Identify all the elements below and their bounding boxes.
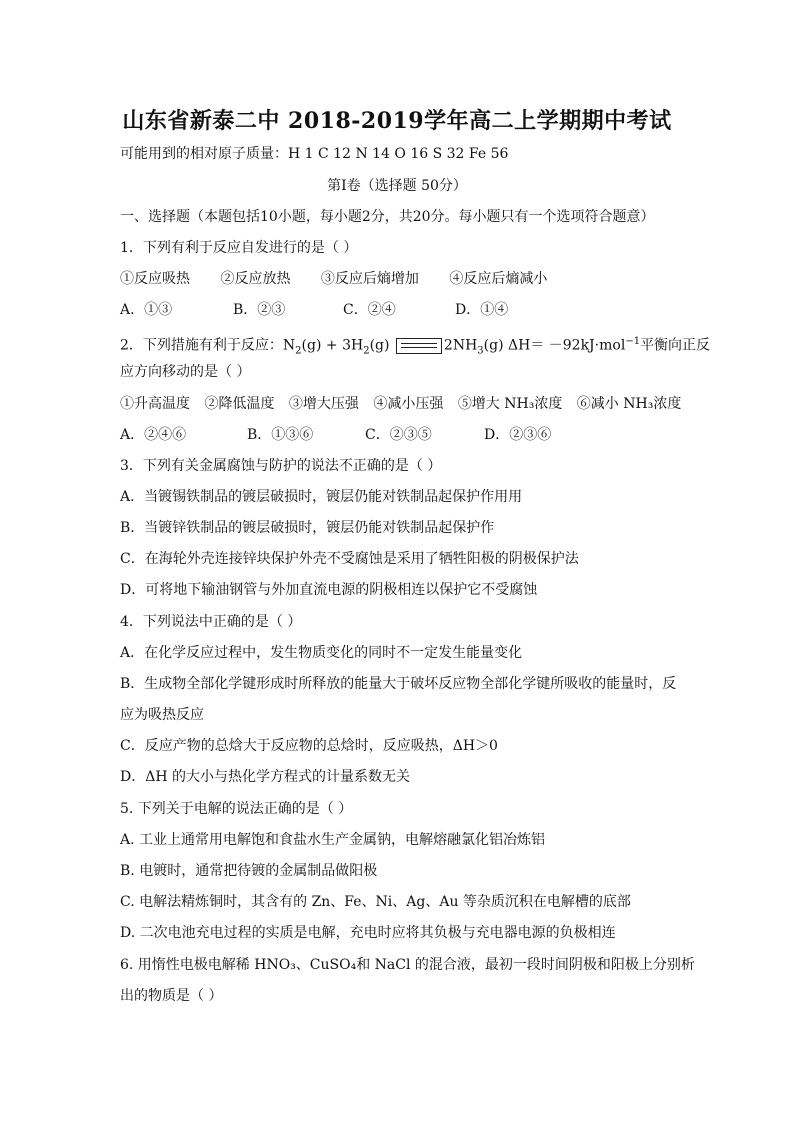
section-title: 第Ⅰ卷（选择题 50分）	[327, 178, 467, 194]
question-1-stem: 1．下列有利于反应自发进行的是（ ）	[120, 240, 358, 256]
q1-option-c: C．②④	[343, 302, 396, 318]
q1-option-a: A．①③	[120, 302, 173, 318]
page-title: 山东省新泰二中 2018-2019学年高二上学期期中考试	[122, 108, 672, 134]
q5-option-a: A. 工业上通常用电解饱和食盐水生产金属钠，电解熔融氯化铝冶炼铝	[120, 832, 546, 848]
question-6-stem: 6. 用惰性电极电解稀 HNO₃、CuSO₄和 NaCl 的混合液，最初一段时间阴极和阳极上分别析	[120, 957, 695, 973]
q3-option-d: D．可将地下输油钢管与外加直流电源的阴极相连以保护它不受腐蚀	[120, 582, 538, 598]
q1-item: ③反应后熵增加	[320, 271, 419, 287]
q3-option-b: B．当镀锌铁制品的镀层破损时，镀层仍能对铁制品起保护作	[120, 520, 495, 536]
question-2-stem-line2: 应方向移动的是（ ）	[120, 364, 251, 380]
q1-option-b: B．②③	[233, 302, 286, 318]
q2-option-c: C．②③⑤	[365, 427, 432, 443]
q2-item: ④减小压强	[373, 396, 444, 412]
q1-item: ②反应放热	[220, 271, 291, 287]
q3-option-c: C．在海轮外壳连接锌块保护外壳不受腐蚀是采用了牺牲阳极的阴极保护法	[120, 551, 579, 567]
q3-option-a: A．当镀锡铁制品的镀层破损时，镀层仍能对铁制品起保护作用用	[120, 489, 523, 505]
q5-option-c: C. 电解法精炼铜时，其含有的 Zn、Fe、Ni、Ag、Au 等杂质沉积在电解槽的底部	[120, 894, 631, 910]
q5-option-b: B. 电镀时，通常把待镀的金属制品做阳极	[120, 863, 378, 879]
q2-option-a: A．②④⑥	[120, 427, 187, 443]
question-1-items	[120, 269, 547, 289]
q2-item: ③增大压强	[288, 396, 359, 412]
question-3-stem: 3．下列有关金属腐蚀与防护的说法不正确的是（ ）	[120, 458, 442, 474]
q2-item: ①升高温度	[120, 396, 190, 412]
subscript: 2	[363, 345, 370, 357]
q2-item: ②降低温度	[204, 396, 275, 412]
atomic-masses: 可能用到的相对原子质量：H 1 C 12 N 14 O 16 S 32 Fe 56	[120, 146, 509, 162]
q2-stem-part: (g)	[369, 337, 390, 354]
q2-stem-part: (g) + 3H	[301, 337, 364, 354]
q2-option-b: B．①③⑥	[247, 427, 314, 443]
question-2-items	[120, 394, 681, 414]
q2-stem-part: 平衡向正反	[640, 337, 711, 354]
q5-option-d: D. 二次电池充电过程的实质是电解，充电时应将其负极与充电器电源的负极相连	[120, 925, 616, 941]
q2-stem-part: 2NH	[443, 337, 478, 354]
q2-item: ⑤增大 NH₃浓度	[457, 396, 563, 412]
question-2-stem	[120, 332, 710, 361]
question-6-stem-line2: 出的物质是（ ）	[120, 988, 223, 1004]
superscript: −1	[625, 336, 641, 347]
question-5-stem: 5. 下列关于电解的说法正确的是（ ）	[120, 801, 353, 817]
q4-option-b: B．生成物全部化学键形成时所释放的能量大于破坏反应物全部化学键所吸收的能量时，反	[120, 676, 677, 692]
q2-stem-part: (g) ΔH＝ －92kJ·mol	[483, 337, 626, 354]
q4-option-a: A．在化学反应过程中，发生物质变化的同时不一定发生能量变化	[120, 645, 523, 661]
subscript: 2	[295, 345, 302, 357]
q1-item: ①反应吸热	[120, 271, 190, 287]
q2-item: ⑥减小 NH₃浓度	[576, 396, 682, 412]
q1-item: ④反应后熵减小	[449, 271, 548, 287]
q1-option-d: D．①④	[455, 302, 509, 318]
part-heading: 一、选择题（本题包括10小题，每小题2分，共20分。每小题只有一个选项符合题意）	[120, 209, 655, 225]
q2-option-d: D．②③⑥	[484, 427, 552, 443]
q2-stem-part: 2．下列措施有利于反应：N	[120, 337, 296, 354]
subscript: 3	[477, 345, 484, 357]
equilibrium-arrow-icon	[396, 338, 442, 354]
question-4-stem: 4．下列说法中正确的是（ ）	[120, 614, 302, 630]
q4-option-d: D．ΔH 的大小与热化学方程式的计量系数无关	[120, 769, 410, 785]
q4-option-c: C．反应产物的总焓大于反应物的总焓时，反应吸热，ΔH＞0	[120, 738, 498, 754]
q4-option-b-cont: 应为吸热反应	[120, 707, 204, 723]
